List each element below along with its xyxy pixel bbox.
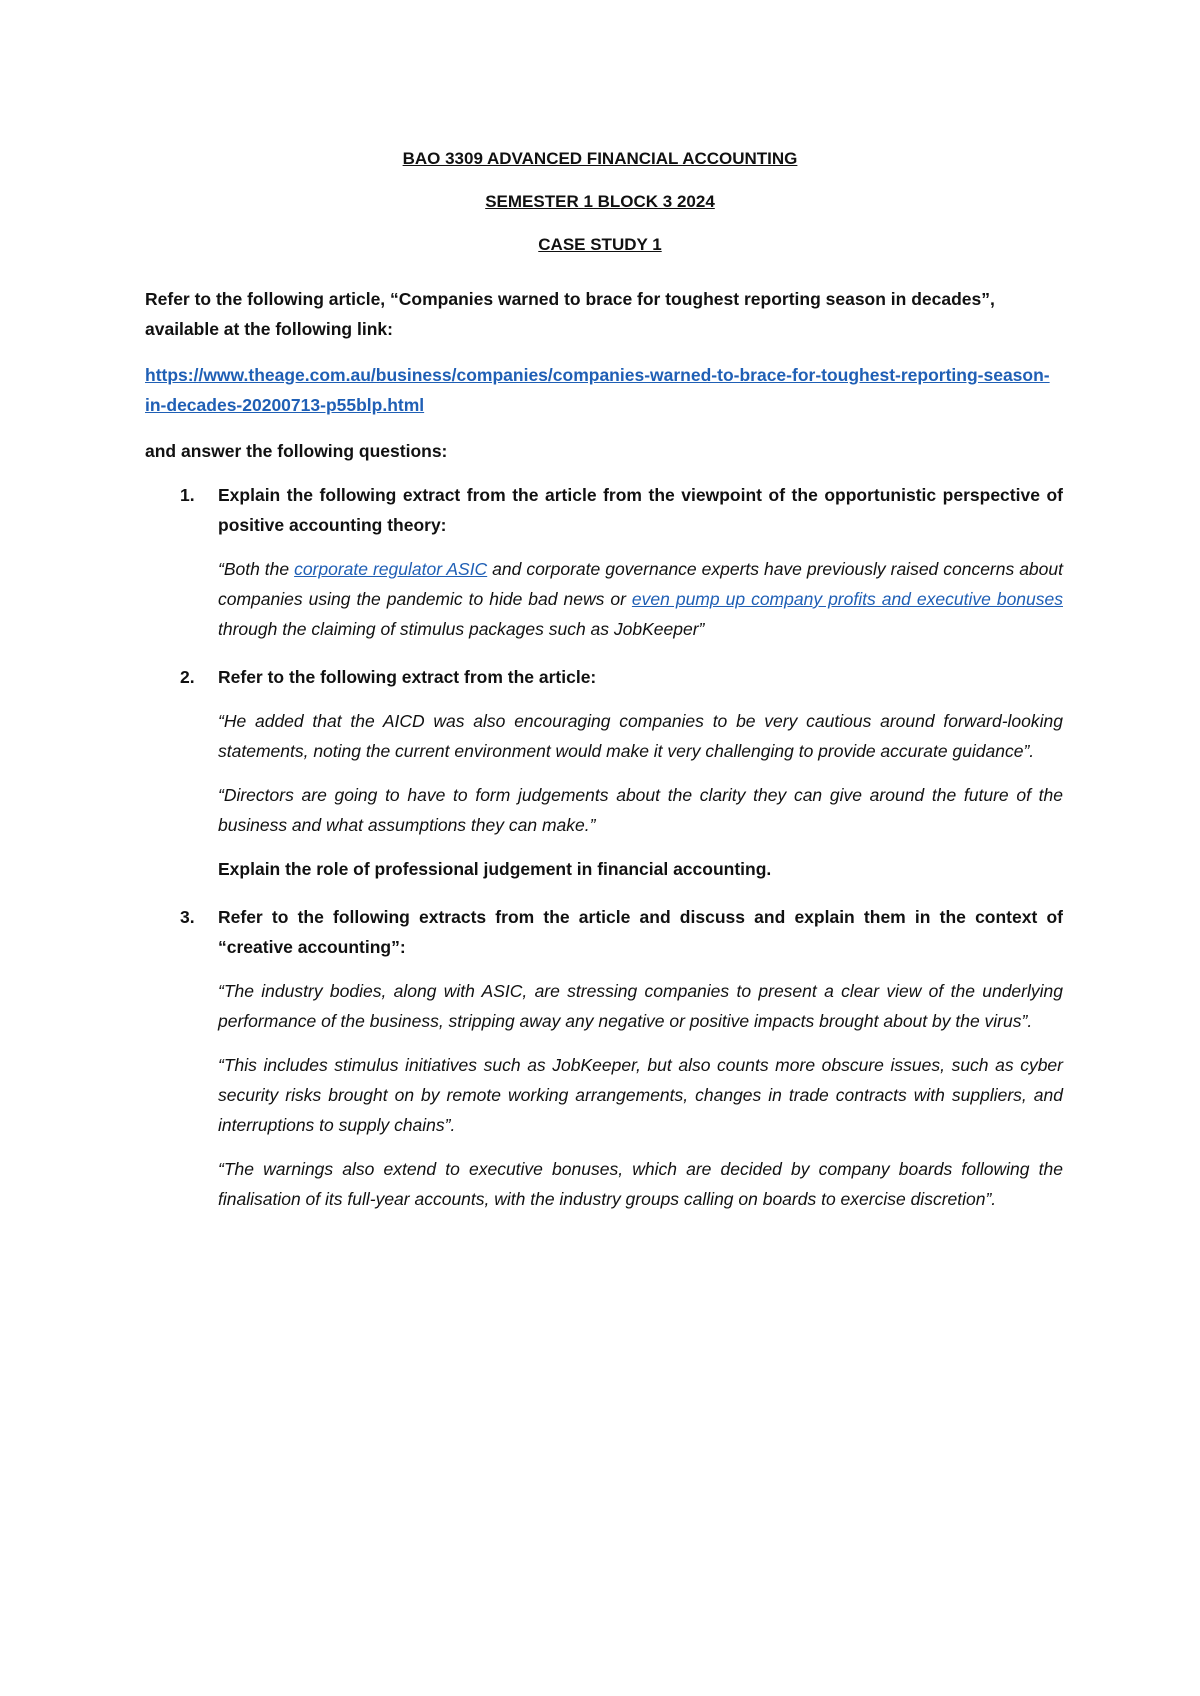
follow-up-question: Explain the role of professional judgement in financial accounting. [218,859,772,879]
quote-text: “Both the [218,559,295,579]
quote-extract: “This includes stimulus initiatives such as JobKeeper, but also counts more obscure issues, such as cyber security risks brought on by remote working arrangements, changes in trade contracts with suppliers, and interruptions to supply chains”. [218,1055,1063,1135]
quote-link-profits[interactable]: even pump up company profits and executive bonuses [631,589,1063,609]
article-link[interactable]: https://www.theage.com.au/business/companies/companies-warned-to-brace-for-toughest-reporting-season-in-decades-20200713-p55blp.html [145,365,1050,415]
case-study-title: CASE STUDY 1 [538,235,662,254]
intro-paragraph: Refer to the following article, “Companies warned to brace for toughest reporting season in decades”, available at the following link: [145,289,995,339]
question-number: 1. [180,485,195,505]
course-title: BAO 3309 ADVANCED FINANCIAL ACCOUNTING [402,149,798,168]
quote-extract [218,554,1063,644]
instruction-text: and answer the following questions: [145,441,448,461]
question-prompt: Refer to the following extracts from the article and discuss and explain them in the context of “creative accounting”: [218,907,1063,957]
question-2 [168,662,1063,884]
question-prompt: Refer to the following extract from the article: [218,667,597,687]
quote-extract: “The warnings also extend to executive bonuses, which are decided by company boards following the finalisation of its full-year accounts, with the industry groups calling on boards to exercise discretion”. [218,1159,1063,1209]
question-1 [168,480,1063,644]
question-3 [168,902,1063,1214]
quote-extract: “The industry bodies, along with ASIC, are stressing companies to present a clear view of the underlying performance of the business, stripping away any negative or positive impacts brought about by the virus”. [218,981,1063,1031]
quote-text: and corporate governance experts have previously raised concerns about companies using the pandemic to hide bad news or [218,559,1063,609]
semester-title: SEMESTER 1 BLOCK 3 2024 [485,192,715,211]
question-prompt: Explain the following extract from the article from the viewpoint of the opportunistic perspective of positive accounting theory: [218,485,1063,535]
question-number: 2. [180,667,195,687]
quote-link-asic[interactable]: corporate regulator ASIC [294,559,488,579]
article-link-block [145,360,1057,420]
quote-extract: “Directors are going to have to form judgements about the clarity they can give around the future of the business and what assumptions they can make.” [218,785,1063,835]
question-list [168,480,1063,1232]
quote-extract: “He added that the AICD was also encouraging companies to be very cautious around forward-looking statements, noting the current environment would make it very challenging to provide accurate guidance”. [218,711,1063,761]
question-number: 3. [180,907,195,927]
heading-block [0,148,1200,277]
quote-text: through the claiming of stimulus packages such as JobKeeper” [218,619,705,639]
